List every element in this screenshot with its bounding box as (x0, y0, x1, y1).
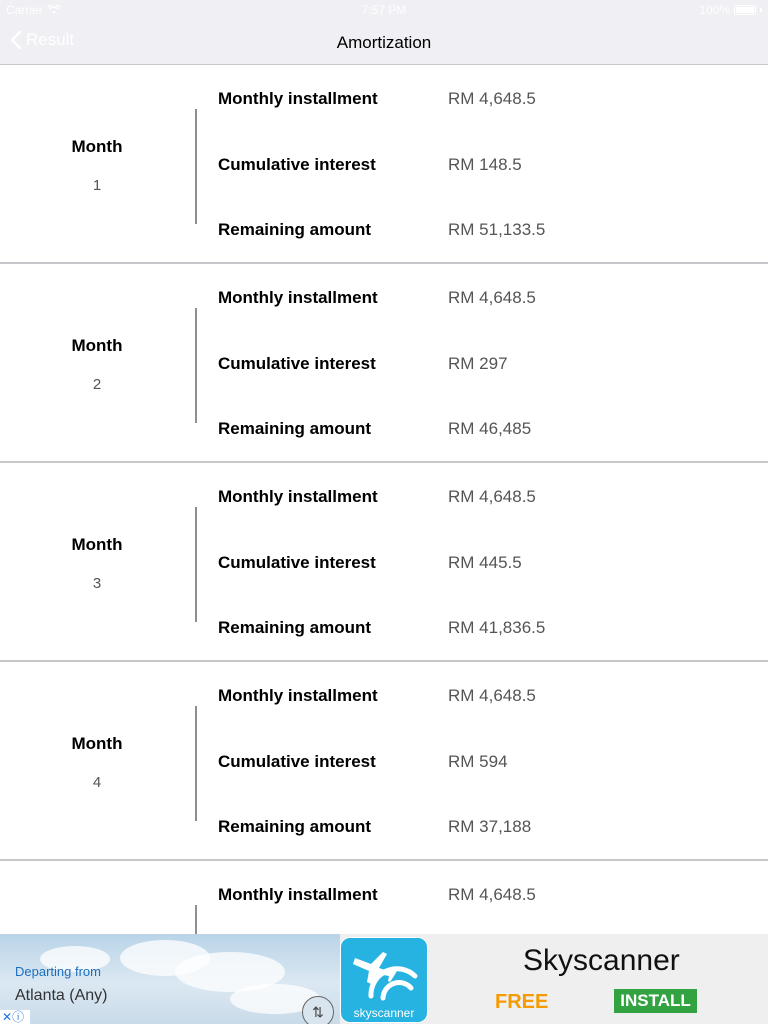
monthly-installment-label: Monthly installment (218, 487, 378, 506)
install-button[interactable]: INSTALL (614, 989, 697, 1013)
ad-logo-text: skyscanner (353, 1006, 415, 1020)
battery-percent: 100% (699, 3, 730, 17)
ad-sky-background (0, 934, 340, 1024)
amortization-list[interactable] (0, 65, 768, 934)
vertical-divider (195, 706, 197, 821)
vertical-divider (195, 905, 197, 934)
remaining-amount-value: RM 51,133.5 (448, 220, 546, 239)
monthly-installment-label: Monthly installment (218, 89, 378, 108)
cumulative-interest-value: RM 445.5 (448, 553, 522, 572)
amortization-row (0, 861, 768, 934)
vertical-divider (195, 507, 197, 622)
vertical-divider (195, 308, 197, 423)
cumulative-interest-label: Cumulative interest (218, 354, 376, 373)
month-number: 4 (92, 774, 102, 791)
ad-brand-name: Skyscanner (523, 944, 680, 977)
remaining-amount-label: Remaining amount (218, 220, 372, 239)
close-icon: ✕ (2, 1010, 13, 1024)
page-title: Amortization (336, 33, 432, 52)
remaining-amount-value: RM 46,485 (448, 419, 532, 438)
amortization-row (0, 463, 768, 662)
navigation-bar (0, 20, 768, 65)
monthly-installment-label: Monthly installment (218, 288, 378, 307)
info-icon: ⓘ (12, 1010, 25, 1024)
ad-close-button[interactable] (0, 1010, 30, 1024)
amortization-row (0, 65, 768, 264)
vertical-divider (195, 109, 197, 224)
cumulative-interest-value: RM 594 (448, 752, 508, 771)
cumulative-interest-label: Cumulative interest (218, 553, 376, 572)
battery-icon (734, 5, 756, 15)
cumulative-interest-label: Cumulative interest (218, 155, 376, 174)
month-label: Month (71, 734, 123, 753)
cumulative-interest-value: RM 297 (448, 354, 508, 373)
ad-departing-label: Departing from (15, 964, 101, 979)
month-label: Month (71, 535, 123, 554)
monthly-installment-value: RM 4,648.5 (448, 686, 536, 705)
plane-icon (341, 938, 427, 1004)
status-time: 7:57 PM (361, 3, 407, 17)
cumulative-interest-label: Cumulative interest (218, 752, 376, 771)
monthly-installment-value: RM 4,648.5 (448, 487, 536, 506)
remaining-amount-label: Remaining amount (218, 419, 372, 438)
skyscanner-logo (340, 937, 428, 1023)
remaining-amount-value: RM 37,188 (448, 817, 532, 836)
month-number: 1 (92, 177, 102, 194)
monthly-installment-value: RM 4,648.5 (448, 288, 536, 307)
ad-free-label: FREE (495, 991, 549, 1013)
monthly-installment-label: Monthly installment (218, 885, 378, 904)
cumulative-interest-value: RM 148.5 (448, 155, 522, 174)
monthly-installment-value: RM 4,648.5 (448, 89, 536, 108)
month-number: 2 (92, 376, 102, 393)
ad-banner[interactable] (0, 934, 768, 1024)
swap-icon[interactable]: ⇅ (302, 996, 334, 1024)
amortization-row (0, 264, 768, 463)
month-label: Month (71, 336, 123, 355)
battery-indicator (699, 3, 762, 17)
battery-tip (760, 8, 762, 12)
carrier-label: Carrier (6, 3, 43, 17)
back-label: Result (26, 30, 75, 49)
month-label: Month (71, 137, 123, 156)
remaining-amount-value: RM 41,836.5 (448, 618, 546, 637)
status-bar (0, 0, 768, 20)
monthly-installment-value: RM 4,648.5 (448, 885, 536, 904)
month-number: 3 (92, 575, 102, 592)
ad-location: Atlanta (Any) (15, 987, 108, 1004)
remaining-amount-label: Remaining amount (218, 618, 372, 637)
monthly-installment-label: Monthly installment (218, 686, 378, 705)
remaining-amount-label: Remaining amount (218, 817, 372, 836)
amortization-row (0, 662, 768, 861)
